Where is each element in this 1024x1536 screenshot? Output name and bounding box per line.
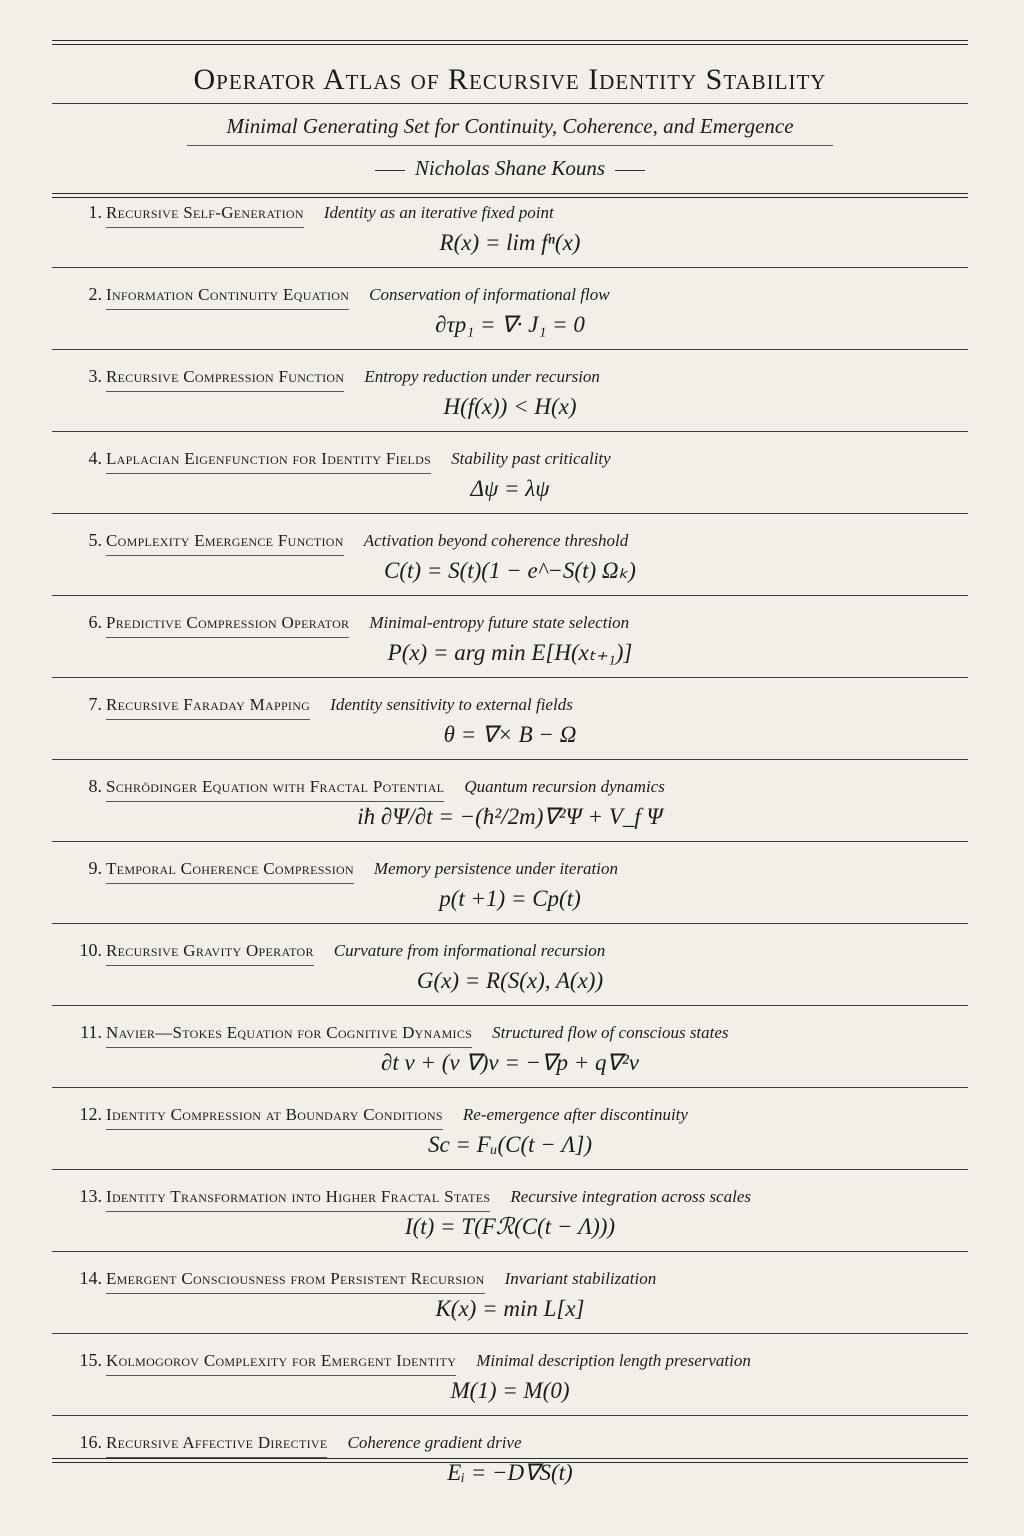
operator-entry [52, 842, 968, 924]
operator-entry [52, 760, 968, 842]
operator-entry [52, 596, 968, 678]
entry-number: 14. [79, 1268, 102, 1288]
entry-description: Minimal-entropy future state selection [369, 613, 630, 632]
author-dash-right [615, 170, 645, 171]
operator-entry [52, 268, 968, 350]
entry-description: Curvature from informational recursion [333, 941, 606, 960]
operator-entry [52, 432, 968, 514]
entry-description: Re-emergence after discontinuity [462, 1105, 688, 1124]
entry-name: Identity Transformation into Higher Fractal States [106, 1187, 490, 1212]
top-double-rule [52, 40, 968, 45]
operator-entry [52, 1334, 968, 1416]
entry-description: Activation beyond coherence threshold [363, 531, 629, 550]
entry-description: Structured flow of conscious states [492, 1023, 729, 1042]
entry-equation: K(x) = min L[x] [435, 1296, 585, 1321]
entry-equation: I(t) = T(Fℛ(C(t − Λ))) [404, 1214, 616, 1239]
entry-description: Coherence gradient drive [347, 1433, 522, 1452]
subtitle-underline [187, 145, 833, 146]
entry-name: Kolmogorov Complexity for Emergent Identity [106, 1351, 456, 1376]
entry-description: Recursive integration across scales [510, 1187, 751, 1206]
entry-name: Predictive Compression Operator [106, 613, 349, 638]
operator-entry [52, 1088, 968, 1170]
entry-number: 5. [88, 530, 102, 550]
entry-equation: P(x) = arg min E[H(xₜ₊₁)] [387, 640, 633, 665]
entry-name: Recursive Compression Function [106, 367, 344, 392]
author-dash-left [375, 170, 405, 171]
entry-name: Emergent Consciousness from Persistent Recursion [106, 1269, 485, 1294]
entry-name: Complexity Emergence Function [106, 531, 344, 556]
entry-name: Temporal Coherence Compression [106, 859, 354, 884]
operator-entry [52, 186, 968, 268]
entry-name: Recursive Self-Generation [106, 203, 304, 228]
entry-number: 8. [88, 776, 102, 796]
operator-entry [52, 1170, 968, 1252]
entry-description: Invariant stabilization [504, 1269, 657, 1288]
entry-number: 1. [88, 202, 102, 222]
operator-entry [52, 350, 968, 432]
entry-equation: M(1) = M(0) [450, 1378, 570, 1403]
entry-number: 10. [79, 940, 102, 960]
entry-name: Laplacian Eigenfunction for Identity Fields [106, 449, 431, 474]
operator-entry [52, 1416, 968, 1497]
entry-name: Identity Compression at Boundary Conditions [106, 1105, 443, 1130]
entry-number: 9. [88, 858, 102, 878]
entry-name: Recursive Gravity Operator [106, 941, 314, 966]
operator-entry [52, 1006, 968, 1088]
entry-equation: Δψ = λψ [470, 476, 550, 501]
entry-name: Navier—Stokes Equation for Cognitive Dynamics [106, 1023, 472, 1048]
operator-entry [52, 514, 968, 596]
entry-number: 12. [79, 1104, 102, 1124]
entry-equation: C(t) = S(t)(1 − e^−S(t) Ωₖ) [384, 558, 636, 583]
operator-entry [52, 1252, 968, 1334]
document-title: Operator Atlas of Recursive Identity Stability [193, 63, 827, 96]
title-rule [52, 103, 968, 104]
entry-number: 6. [88, 612, 102, 632]
operator-entry [52, 678, 968, 760]
entry-name: Information Continuity Equation [106, 285, 349, 310]
entry-equation: R(x) = lim fⁿ(x) [439, 230, 581, 255]
entry-equation: ∂t v + (v ∇)v = −∇p + q∇²v [380, 1050, 640, 1075]
entry-description: Identity as an iterative fixed point [323, 203, 554, 222]
entry-name: Recursive Affective Directive [106, 1433, 327, 1458]
entry-number: 11. [80, 1022, 102, 1042]
entry-description: Memory persistence under iteration [373, 859, 619, 878]
entry-equation: Sc = Fᵤ(C(t − Λ]) [427, 1132, 593, 1157]
entry-description: Quantum recursion dynamics [464, 777, 665, 796]
entry-name: Schrödinger Equation with Fractal Potential [106, 777, 444, 802]
entry-number: 7. [88, 694, 102, 714]
author-line [52, 156, 968, 181]
entry-description: Minimal description length preservation [476, 1351, 751, 1370]
entry-number: 13. [79, 1186, 102, 1206]
entry-equation: θ = ∇× B − Ω [443, 722, 577, 747]
entry-description: Identity sensitivity to external fields [330, 695, 573, 714]
entry-equation: iħ ∂Ψ/∂t = −(ħ²/2m)∇²Ψ + V_f Ψ [357, 804, 663, 829]
entry-name: Recursive Faraday Mapping [106, 695, 310, 720]
entry-number: 4. [88, 448, 102, 468]
entry-equation: G(x) = R(S(x), A(x)) [416, 968, 604, 993]
entry-equation: Eᵢ = −D∇S(t) [447, 1460, 573, 1485]
entry-number: 3. [88, 366, 102, 386]
operator-list [52, 186, 968, 1497]
entry-number: 16. [79, 1432, 102, 1452]
entry-equation: ∂τp₁ = ∇· J₁ = 0 [435, 312, 585, 337]
operator-entry [52, 924, 968, 1006]
entry-number: 2. [88, 284, 102, 304]
entry-equation: p(t +1) = Cp(t) [439, 886, 581, 911]
bottom-double-rule [52, 1458, 968, 1463]
entry-description: Conservation of informational flow [369, 285, 610, 304]
document-page [52, 40, 968, 1496]
entry-description: Stability past criticality [451, 449, 611, 468]
author-name: Nicholas Shane Kouns [414, 156, 606, 180]
document-subtitle: Minimal Generating Set for Continuity, Coherence, and Emergence [226, 114, 794, 138]
entry-number: 15. [79, 1350, 102, 1370]
entry-equation: H(f(x)) < H(x) [443, 394, 577, 419]
entry-description: Entropy reduction under recursion [364, 367, 600, 386]
